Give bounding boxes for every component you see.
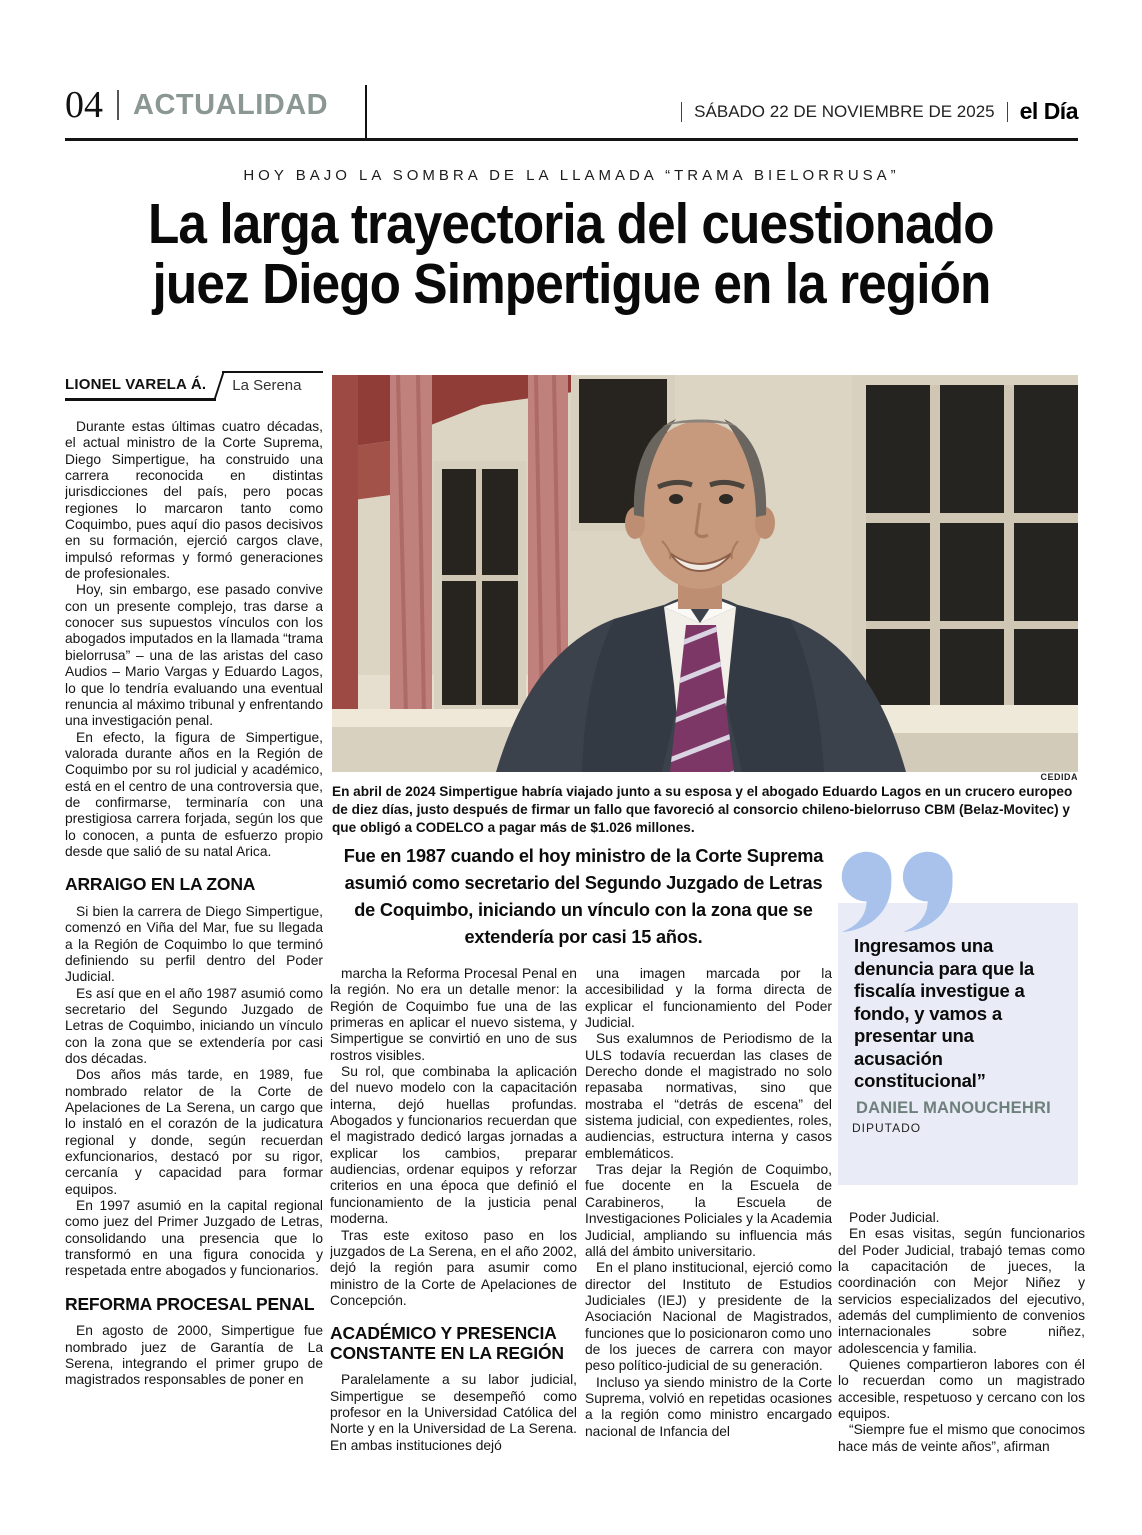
photo-illustration (332, 375, 1078, 772)
lead-paragraph: Fue en 1987 cuando el hoy ministro de la Corte Suprema asumió como secretario del Segundo Juzgado de Letras de Coquimbo, iniciando un vínculo con la zona que se extendería por casi 15 años. (343, 846, 824, 947)
kicker: HOY BAJO LA SOMBRA DE LA LLAMADA “TRAMA BIELORRUSA” (243, 167, 900, 184)
body-paragraph: Hoy, sin embargo, ese pasado convive con un presente complejo, tras darse a conocer sus supuestos vínculos con los abogados imputados en la llamada “trama bielorrusa” – una de las aristas del caso Audios – Mario Vargas y Eduardo Lagos, lo que lo tendría evaluando una eventual renuncia al máximo tribunal y enfrentando una investigación penal. (65, 582, 323, 729)
photo-caption: En abril de 2024 Simpertigue habría viajado junto a su esposa y el abogado Eduardo Lagos en un crucero europeo de diez días, justo después de firmar un fallo que favoreció al consorcio chileno-bielorruso CBM (Belaz-Movitec) y que obligó a CODELCO a pagar más de $1.026 millones. (332, 784, 1073, 835)
byline-location: La Serena (222, 371, 323, 401)
header-vertical-rule (365, 85, 367, 138)
section-heading: ARRAIGO EN LA ZONA (65, 874, 256, 895)
body-paragraph: Quienes compartieron labores con él lo recuerdan como un magistrado accesible, respetuoso y cercano con los equipos. (838, 1357, 1085, 1422)
column-right (838, 1210, 1085, 1490)
body-paragraph: “Siempre fue el mismo que conocimos hace más de veinte años”, afirman (838, 1422, 1085, 1454)
column-mid2 (585, 966, 832, 1466)
byline-author: LIONEL VARELA Á. (65, 371, 216, 401)
header-brand-bar (1007, 102, 1008, 122)
pull-quote-text: Ingresamos una denuncia para que la fiscalía investigue a fondo, y vamos a presentar una acusación constitucional” (854, 935, 1035, 1091)
body-paragraph: Es así que en el año 1987 asumió como secretario del Segundo Juzgado de Letras de Coquimbo, iniciando un vínculo con la zona que se extendería por casi dos décadas. (65, 985, 323, 1066)
header-separator (117, 90, 119, 120)
body-paragraph: Durante estas últimas cuatro décadas, el actual ministro de la Corte Suprema, Diego Simpertigue, ha construido una carrera reconocida en distintas jurisdicciones del país, pero pocas regiones lo marcaron tanto como Coquimbo, pues aquí dio pasos decisivos en su formación, ejerció cargos clave, impulsó reformas y formó generaciones de profesionales. (65, 419, 323, 582)
body-paragraph: marcha la Reforma Procesal Penal en la región. No era un detalle menor: la Región de Coquimbo fue una de las primeras en aplicar el nuevo sistema, y Simpertigue se convirtió en uno de sus rostros visibles. (330, 966, 577, 1063)
pull-quote-role: DIPUTADO (852, 1121, 922, 1135)
body-paragraph: Incluso ya siendo ministro de la Corte Suprema, volvió en repetidas ocasiones a la región como ministro encargado nacional de Infancia del (585, 1374, 832, 1439)
photo-credit: CEDIDA (1040, 772, 1078, 782)
body-paragraph: Tras dejar la Región de Coquimbo, fue docente en la Escuela de Carabineros, la Escuela de Investigaciones Policiales y la Academia Judicial, ampliando su influencia más allá del ámbito universitario. (585, 1162, 832, 1259)
pull-quote-box (838, 903, 1078, 1185)
edition-date: SÁBADO 22 DE NOVIEMBRE DE 2025 (694, 101, 995, 121)
byline (65, 371, 323, 401)
headline (40, 194, 1102, 315)
body-paragraph: Paralelamente a su labor judicial, Simpertigue se desempeñó como profesor en la Universidad Católica del Norte y en la Universidad de La Serena. En ambas instituciones dejó (330, 1372, 577, 1453)
body-paragraph: En esas visitas, según funcionarios del Poder Judicial, trabajó temas como la capacitación de jueces, la coordinación con Mejor Niñez y servicios especializados del ejecutivo, además del cumplimiento de convenios internacionales sobre niñez, adolescencia y familia. (838, 1226, 1085, 1356)
body-paragraph: Tras este exitoso paso en los juzgados de La Serena, en el año 2002, dejó la región para asumir como ministro de la Corte de Apelaciones de Concepción. (330, 1227, 577, 1308)
body-paragraph: En efecto, la figura de Simpertigue, valorada durante años en la Región de Coquimbo por su rol judicial y académico, está en el centro de una controversia que, de confirmarse, terminaría con una prestigiosa carrera forjada, según los que lo conocen, a punta de esfuerzo propio desde que salió de su natal Arica. (65, 729, 323, 859)
header-date-bar (681, 102, 682, 122)
header-left (65, 86, 328, 124)
body-paragraph: Dos años más tarde, en 1989, fue nombrado relator de la Corte de Apelaciones de La Serena, un cargo que lo instaló en el corazón de la judicatura regional y donde, según recuerdan exfuncionarios, destacó por su rigor, cercanía y capacidad para formar equipos. (65, 1067, 323, 1197)
newspaper-logo: el Día (1019, 98, 1078, 124)
body-paragraph: Poder Judicial. (849, 1210, 940, 1225)
pull-quote-author: DANIEL MANOUCHEHRI (856, 1099, 1051, 1117)
section-heading: REFORMA PROCESAL PENAL (65, 1293, 315, 1314)
headline-line2: juez Diego Simpertigue en la región (152, 252, 990, 317)
column-left (65, 419, 323, 1469)
headline-line1: La larga trayectoria del cuestionado (148, 192, 994, 256)
body-paragraph: En agosto de 2000, Simpertigue fue nombrado juez de Garantía de La Serena, integrando el primer grupo de magistrados responsables de poner en (65, 1323, 323, 1388)
column-mid1 (330, 966, 577, 1466)
body-paragraph: En el plano institucional, ejerció como director del Instituto de Estudios Judiciales (IEJ) y presidente de la Asociación Nacional de Magistrados, funciones que lo posicionaron como uno de los jueces de carrera con mayor peso político-judicial de su generación. (585, 1260, 832, 1374)
body-paragraph: Sus exalumnos de Periodismo de la ULS todavía recuerdan las clases de Derecho donde el magistrado no solo repasaba normativas, sino que mostraba el “detrás de escena” del sistema judicial, con expedientes, roles, audiencias, estructura interna y casos emblemáticos. (585, 1031, 832, 1161)
body-paragraph: una imagen marcada por la accesibilidad y la forma directa de explicar el funcionamiento del Poder Judicial. (585, 966, 832, 1031)
quote-mark-icon (840, 846, 958, 932)
header-rule (65, 138, 1078, 141)
body-paragraph: En 1997 asumió en la capital regional como juez del Primer Juzgado de Letras, consolidando una presencia que lo transformó en una figura conocida y respetada entre abogados y funcionarios. (65, 1198, 323, 1279)
section-title: ACTUALIDAD (133, 88, 329, 121)
body-paragraph: Si bien la carrera de Diego Simpertigue, comenzó en Viña del Mar, fue su llegada a la Región de Coquimbo lo que terminó definiendo su perfil dentro del Poder Judicial. (65, 903, 323, 985)
body-paragraph: Su rol, que combinaba la aplicación del nuevo modelo con la capacitación interna, dejó huellas profundas. Abogados y funcionarios recuerdan que el magistrado dedicó largas jornadas a explicar los cambios, preparar audiencias, ordenar equipos y reforzar criterios en una época que definió el funcionamiento de la justicia penal moderna. (330, 1064, 577, 1227)
page-number: 04 (65, 84, 103, 126)
header-right (600, 98, 1078, 125)
article-photo (332, 375, 1078, 772)
section-heading: ACADÉMICO Y PRESENCIA CONSTANTE EN LA REGIÓN (330, 1323, 564, 1363)
